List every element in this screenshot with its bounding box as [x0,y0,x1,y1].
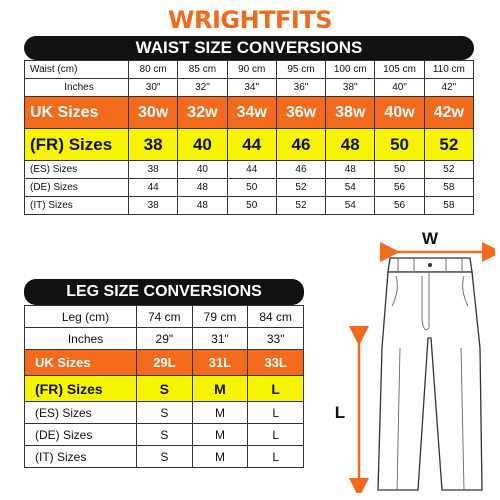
leg-inches-row [25,328,304,350]
row-label: (ES) Sizes [25,161,129,179]
leg-size-table [24,305,304,468]
table-cell: 50 [227,197,276,215]
table-cell: 46 [276,129,325,161]
table-cell: 32" [178,79,227,97]
table-cell: 100 cm [326,61,375,79]
table-cell: M [192,446,248,468]
table-cell: 38w [326,97,375,129]
length-label: L [334,403,346,422]
table-cell: 52 [276,179,325,197]
trousers-diagram [330,228,495,493]
table-cell: 42" [424,79,473,97]
table-cell: 29L [137,350,193,376]
waist-cm-row [25,61,474,79]
table-cell: 32w [178,97,227,129]
table-cell: 58 [424,179,473,197]
row-label: (FR) Sizes [25,129,129,161]
waist-inches-row [25,79,474,97]
table-cell: 38 [129,129,178,161]
table-cell: 44 [129,179,178,197]
row-label: (IT) Sizes [25,197,129,215]
table-cell: 105 cm [375,61,424,79]
waist-de-row [25,179,474,197]
button-icon [428,263,432,267]
table-cell: 110 cm [424,61,473,79]
table-cell: 40" [375,79,424,97]
row-label: Waist (cm) [25,61,129,79]
table-cell: 84 cm [248,306,304,328]
leg-it-row [25,446,304,468]
table-cell: 40 [178,161,227,179]
table-cell: 31" [192,328,248,350]
table-cell: 95 cm [276,61,325,79]
table-cell: 50 [375,129,424,161]
row-label: Inches [25,79,129,97]
table-cell: 48 [178,179,227,197]
table-cell: 38" [326,79,375,97]
table-cell: 52 [276,197,325,215]
table-cell: 50 [227,179,276,197]
waist-size-table [24,60,474,215]
table-cell: 29" [137,328,193,350]
table-cell: 56 [375,197,424,215]
table-cell: 44 [227,129,276,161]
table-cell: 54 [326,179,375,197]
waist-uk-row [25,97,474,129]
waist-fr-row [25,129,474,161]
row-label: Leg (cm) [25,306,137,328]
row-label: Inches [25,328,137,350]
row-label: UK Sizes [25,350,137,376]
table-cell: 58 [424,197,473,215]
row-label: (ES) Sizes [25,402,137,424]
table-cell: 48 [326,161,375,179]
table-cell: 74 cm [137,306,193,328]
leg-table-title: LEG SIZE CONVERSIONS [24,279,304,305]
table-cell: S [137,446,193,468]
leg-es-row [25,402,304,424]
table-cell: L [248,424,304,446]
table-cell: M [192,402,248,424]
table-cell: 52 [424,161,473,179]
width-label: W [421,229,439,248]
table-cell: 79 cm [192,306,248,328]
table-cell: 54 [326,197,375,215]
table-cell: 38 [129,161,178,179]
table-cell: 31L [192,350,248,376]
table-cell: L [248,376,304,402]
table-cell: 33" [248,328,304,350]
table-cell: 34w [227,97,276,129]
table-cell: S [137,424,193,446]
leg-de-row [25,424,304,446]
table-cell: L [248,402,304,424]
table-cell: 36" [276,79,325,97]
table-cell: L [248,446,304,468]
waist-es-row [25,161,474,179]
table-cell: 36w [276,97,325,129]
waist-it-row [25,197,474,215]
table-cell: 44 [227,161,276,179]
trousers-outline [378,258,482,490]
table-cell: 30w [129,97,178,129]
table-cell: 40w [375,97,424,129]
row-label: UK Sizes [25,97,129,129]
table-cell: M [192,376,248,402]
table-cell: 40 [178,129,227,161]
leg-fr-row [25,376,304,402]
table-cell: 42w [424,97,473,129]
table-cell: 56 [375,179,424,197]
leg-cm-row [25,306,304,328]
table-cell: 33L [248,350,304,376]
table-cell: S [137,402,193,424]
table-cell: S [137,376,193,402]
table-cell: 48 [326,129,375,161]
table-cell: 90 cm [227,61,276,79]
table-cell: 46 [276,161,325,179]
table-cell: M [192,424,248,446]
table-cell: 52 [424,129,473,161]
table-cell: 34" [227,79,276,97]
brand-logo: WRIGHTFITS [167,6,333,34]
row-label: (FR) Sizes [25,376,137,402]
waist-table-title: WAIST SIZE CONVERSIONS [24,36,474,60]
table-cell: 38 [129,197,178,215]
row-label: (IT) Sizes [25,446,137,468]
table-cell: 50 [375,161,424,179]
row-label: (DE) Sizes [25,424,137,446]
table-cell: 85 cm [178,61,227,79]
table-cell: 80 cm [129,61,178,79]
table-cell: 30" [129,79,178,97]
table-cell: 48 [178,197,227,215]
leg-uk-row [25,350,304,376]
row-label: (DE) Sizes [25,179,129,197]
